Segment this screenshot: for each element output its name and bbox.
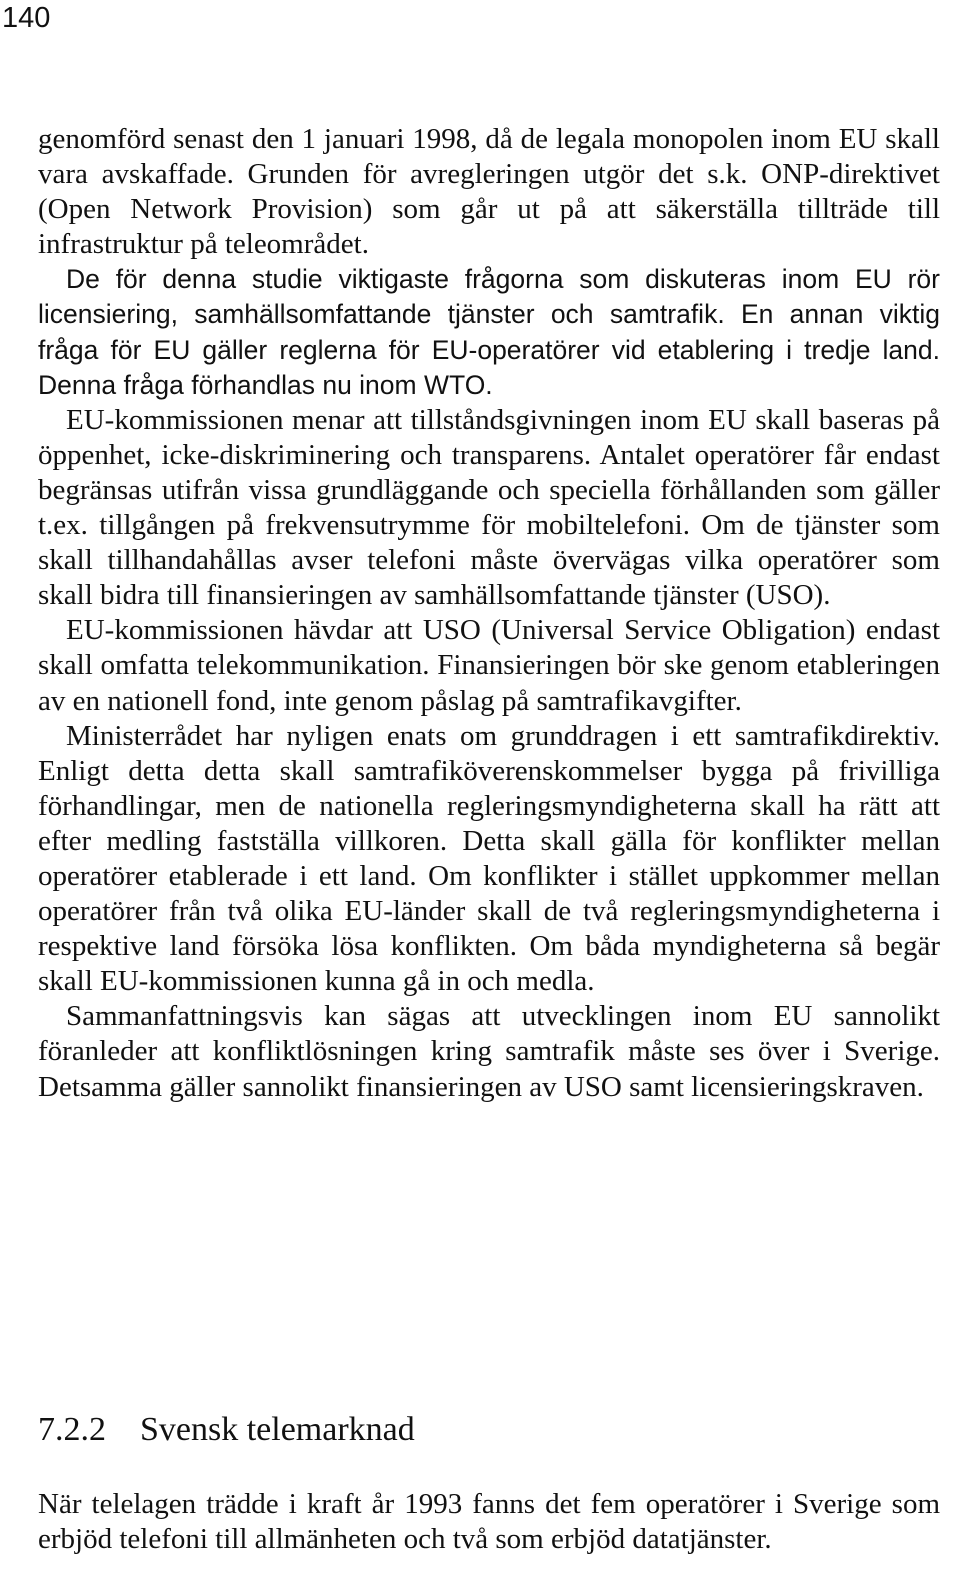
paragraph-2: De för denna studie viktigaste frågorna som diskuteras inom EU rör licensiering, samhällsomfattande tjänster och samtrafik. En annan viktig fråga för EU gäller reglerna för EU-operatörer vid etablering i tredje land. Denna fråga förhandlas nu inom WTO. bbox=[38, 264, 940, 400]
section-heading bbox=[38, 1408, 415, 1452]
paragraph-3: EU-kommissionen menar att tillståndsgivningen inom EU skall baseras på öppenhet, icke-diskriminering och transparens. Antalet operatörer får endast begränsas utifrån vissa grundläggande och speciella förhållanden som gäller t.ex. tillgången på frekvensutrymme för mobiltelefoni. Om de tjänster som skall tillhandahållas avser telefoni måste övervägas vilka operatörer som skall bidra till finansieringen av samhällsomfattande tjänster (USO). bbox=[38, 403, 940, 612]
section-number: 7.2.2 bbox=[38, 1411, 106, 1448]
paragraph-6: Sammanfattningsvis kan sägas att utvecklingen inom EU sannolikt föranleder att konfliktlösningen kring samtrafik måste ses över i Sverige. Detsamma gäller sannolikt finansieringen av USO samt licensieringskraven. bbox=[38, 1000, 940, 1103]
body-text bbox=[38, 122, 940, 1105]
section-paragraph: När telelagen trädde i kraft år 1993 fanns det fem operatörer i Sverige som erbjöd telefoni till allmänheten och två som erbjöd datatjänster. bbox=[38, 1488, 940, 1556]
section-title: Svensk telemarknad bbox=[140, 1411, 415, 1448]
paragraph-4: EU-kommissionen hävdar att USO (Universal Service Obligation) endast skall omfatta telekommunikation. Finansieringen bör ske genom etableringen av en nationell fond, inte genom påslag på samtrafikavgifter. bbox=[38, 614, 940, 717]
page-number: 140 bbox=[2, 2, 51, 34]
paragraph-5: Ministerrådet har nyligen enats om grunddragen i ett samtrafikdirektiv. Enligt detta detta skall samtrafiköverenskommelser bygga på frivilliga förhandlingar, men de nationella regleringsmyndigheterna skall ha rätt att efter medling fastställa villkoren. Detta skall gälla för konflikter mellan operatörer etablerade i ett land. Om konflikter i stället uppkommer mellan operatörer från två olika EU-länder skall de två regleringsmyndigheterna i respektive land försöka lösa konflikten. Om båda myndigheterna så begär skall EU-kommissionen kunna gå in och medla. bbox=[38, 719, 940, 998]
paragraph-1: genomförd senast den 1 januari 1998, då de legala monopolen inom EU skall vara avskaffade. Grunden för avregleringen utgör det s.k. ONP-direktivet (Open Network Provision) som går ut på att säkerställa tillträde till infrastruktur på teleområdet. bbox=[38, 123, 940, 261]
